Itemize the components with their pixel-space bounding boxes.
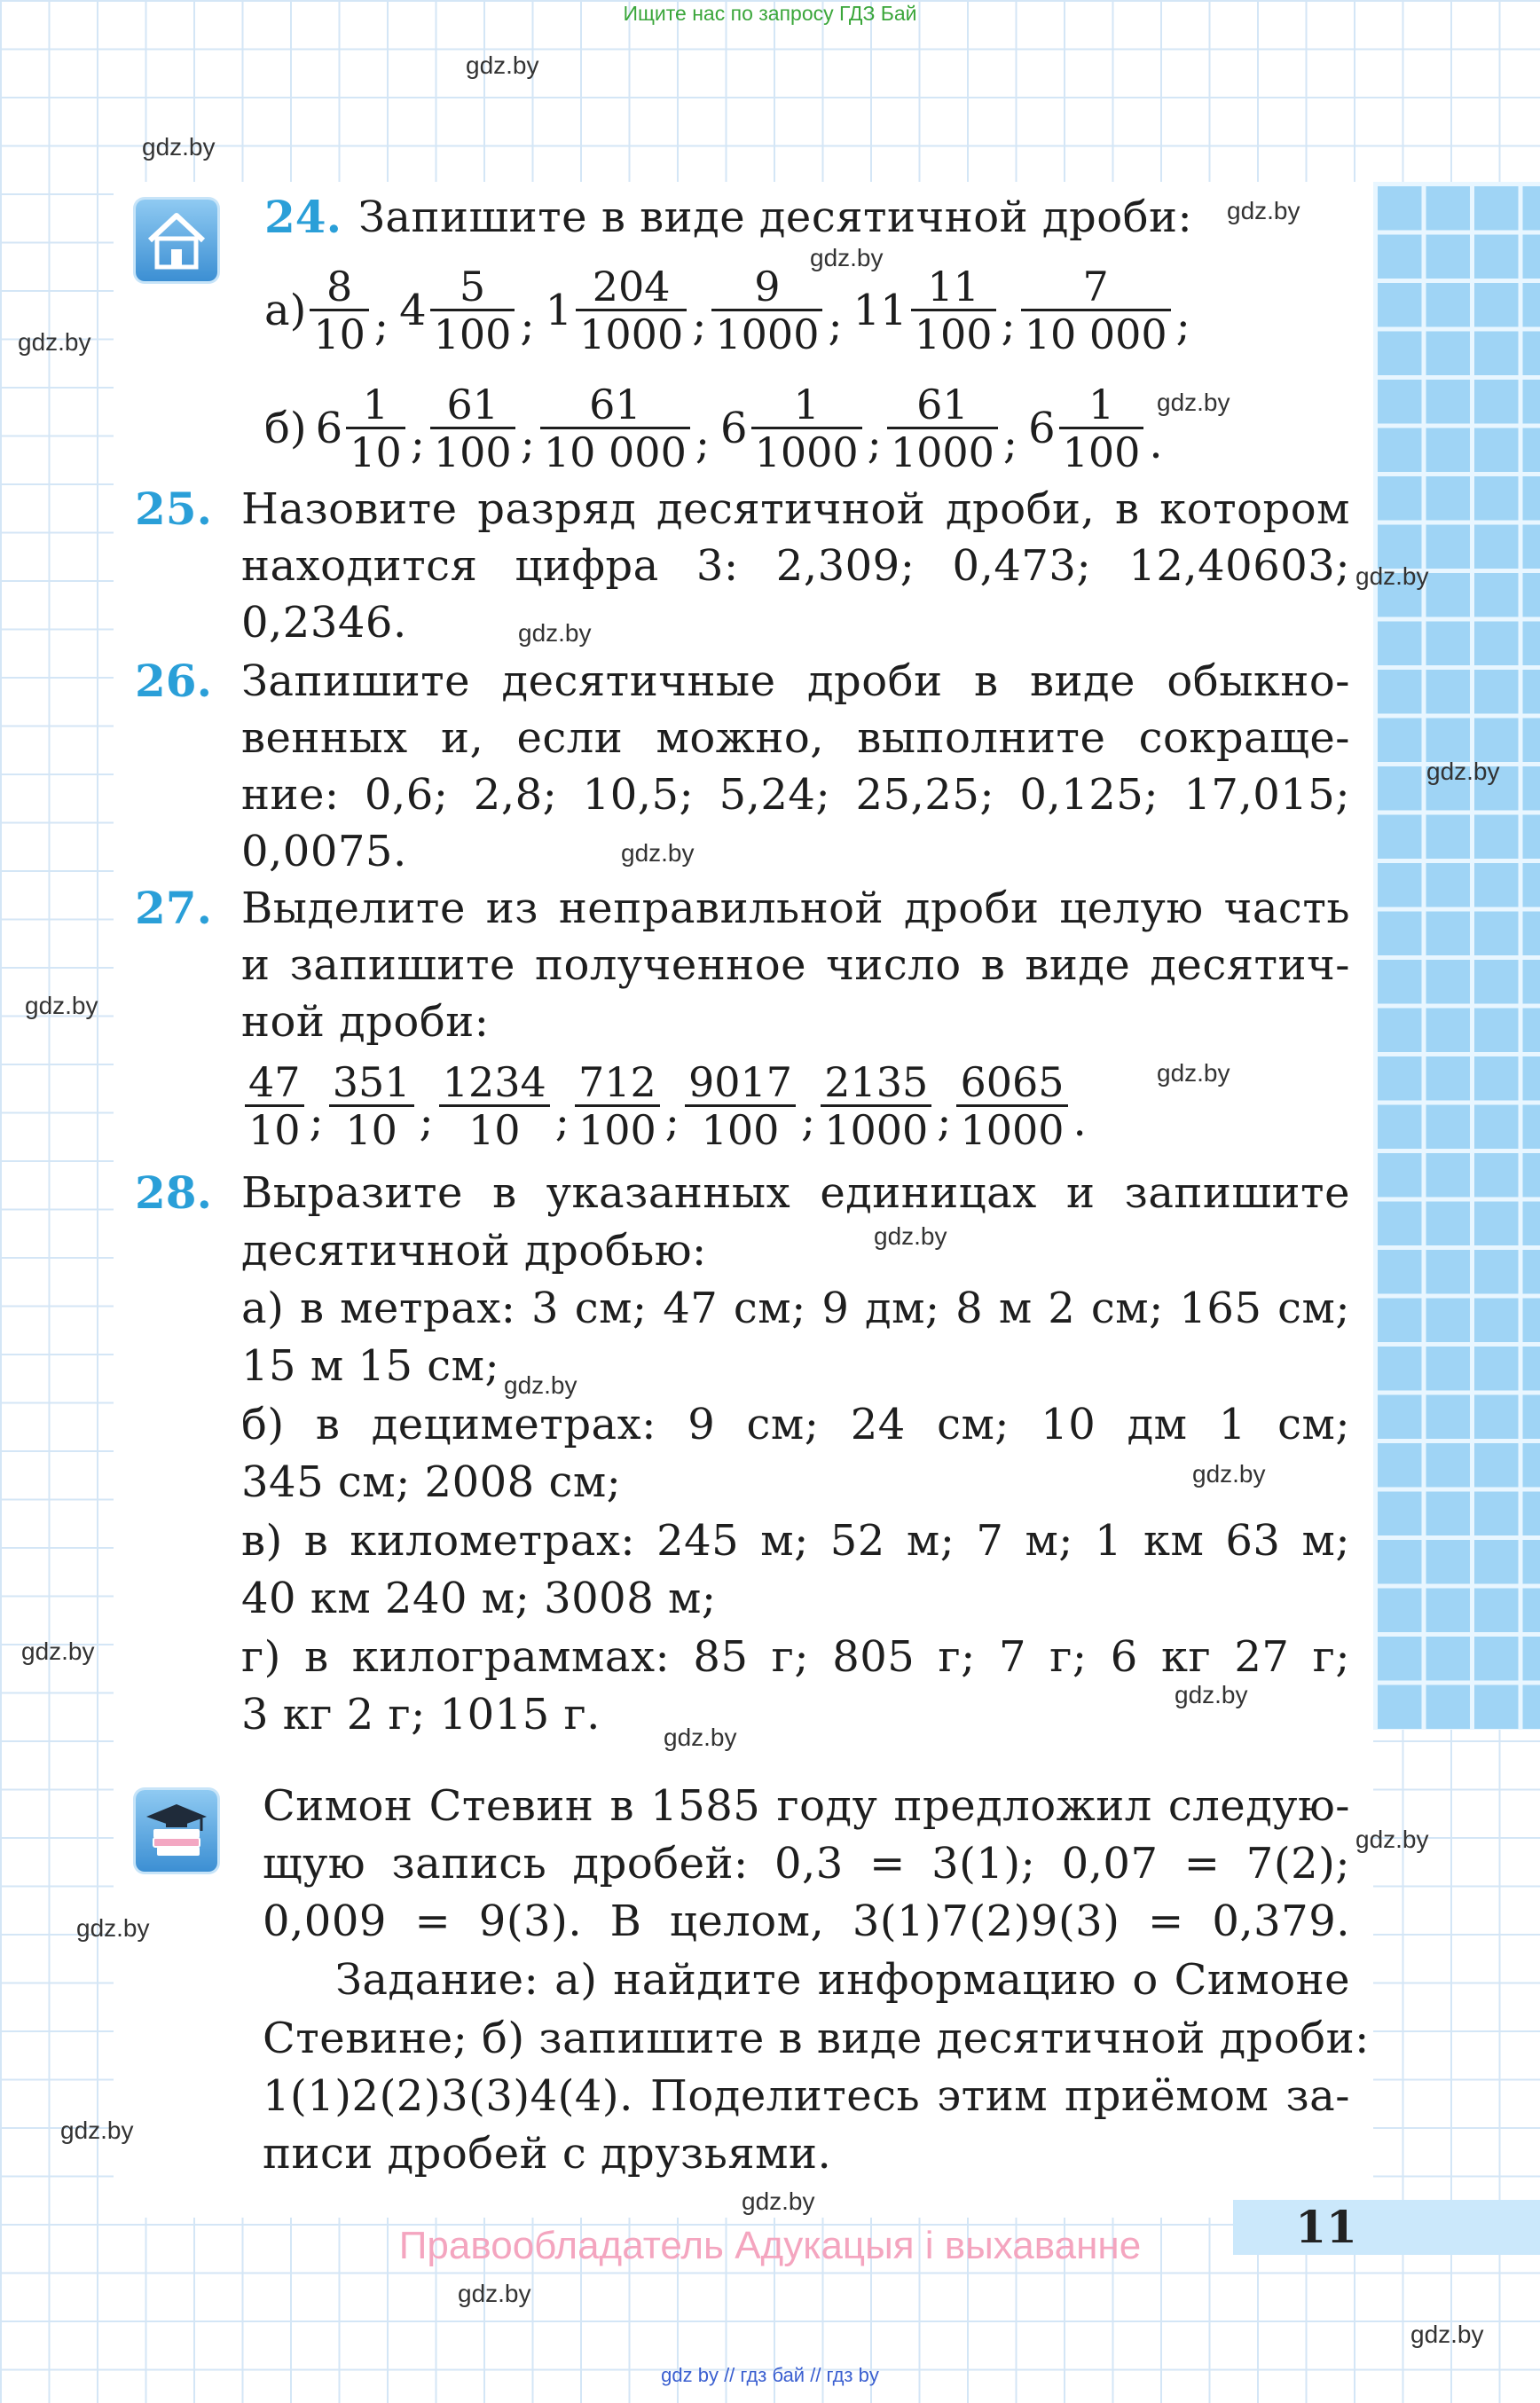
fraction: 204 1000 <box>576 266 687 355</box>
task-24-b-row: б) 6 1 10 ; 61 100 ; 61 10 000 ; 6 1 1000 ; 61 1000 ; 6 1 100 . <box>264 381 1163 476</box>
task-28-line: 345 см; 2008 см; <box>241 1457 622 1507</box>
task-28-line: а) в метрах: 3 см; 47 см; 9 дм; 8 м 2 см; 165 см; <box>241 1284 1350 1333</box>
info-line: Задание: а) найдите информацию о Симоне <box>335 1955 1350 2005</box>
info-line: 1(1)2(2)3(3)4(4). Поделитесь этим приёмом за- <box>263 2071 1350 2121</box>
info-line: Симон Стевин в 1585 году предложил следую- <box>263 1781 1350 1831</box>
watermark: gdz.by <box>466 51 539 79</box>
task-28-line: 40 км 240 м; 3008 м; <box>241 1574 717 1623</box>
watermark: gdz.by <box>742 2187 815 2215</box>
watermark: gdz.by <box>810 244 884 271</box>
fraction: 9 1000 <box>711 266 822 355</box>
task-28-number: 28. <box>135 1166 212 1219</box>
task-24-b-label: б) <box>264 404 307 453</box>
task-25-number: 25. <box>135 483 212 535</box>
watermark: gdz.by <box>874 1222 947 1250</box>
info-line: щую запись дробей: 0,3 = 3(1); 0,07 = 7(2); <box>263 1839 1350 1889</box>
fraction: 712 100 <box>575 1062 660 1150</box>
fraction: 2135 1000 <box>821 1062 931 1150</box>
task-28-line: в) в километрах: 245 м; 52 м; 7 м; 1 км 63 м; <box>241 1516 1350 1566</box>
task-25-line: находится цифра 3: 2,309; 0,473; 12,40603; <box>241 541 1350 591</box>
bottom-links[interactable]: gdz by // гдз бай // гдз by <box>661 2364 879 2386</box>
watermark: gdz.by <box>60 2116 134 2144</box>
task-28-line: б) в дециметрах: 9 см; 24 см; 10 дм 1 см; <box>241 1400 1350 1449</box>
task-27-line: Выделите из неправильной дроби целую часть <box>241 883 1350 933</box>
fraction: 7 10 000 <box>1021 266 1171 355</box>
watermark: gdz.by <box>21 1637 95 1665</box>
task-27-line: и запишите полученное число в виде десятич- <box>241 940 1350 990</box>
task-24-text: Запишите в виде десятичной дроби: <box>358 192 1193 242</box>
top-search-link[interactable]: Ищите нас по запросу ГДЗ Бай <box>623 2 917 25</box>
task-24-a-label: а) <box>264 286 307 335</box>
watermark: gdz.by <box>1426 758 1500 785</box>
side-grid-panel <box>1373 182 1540 1730</box>
watermark: gdz.by <box>25 992 98 1019</box>
watermark: gdz.by <box>1227 197 1300 224</box>
task-26-number: 26. <box>135 655 212 707</box>
watermark: gdz.by <box>18 328 91 356</box>
watermark: gdz.by <box>1410 2321 1484 2348</box>
task-28-line: Выразите в указанных единицах и запишите <box>241 1168 1350 1218</box>
watermark: gdz.by <box>76 1914 150 1942</box>
home-icon <box>136 200 217 281</box>
task-28-line: г) в килограммах: 85 г; 805 г; 7 г; 6 кг 27 г; <box>241 1632 1350 1682</box>
watermark: gdz.by <box>664 1724 737 1751</box>
task-25-line: 0,2346. <box>241 598 407 648</box>
task-27-number: 27. <box>135 882 212 934</box>
fraction: 1234 10 <box>439 1062 550 1150</box>
task-28-line: 15 м 15 см; <box>241 1341 500 1391</box>
fraction: 1 1000 <box>751 384 862 473</box>
fraction: 61 100 <box>430 384 515 473</box>
fraction: 1 10 <box>346 384 405 473</box>
watermark: gdz.by <box>458 2280 531 2307</box>
watermark: gdz.by <box>621 839 695 867</box>
copyright-notice: Правообладатель Адукацыя і выхаванне <box>398 2224 1142 2267</box>
task-27-fractions-row: 47 10 ; 351 10 ; 1234 10 ; 712 100 ; 9017 100 ; 2135 1000 ; 6065 1000 . <box>241 1057 1088 1155</box>
task-25-line: Назовите разряд десятичной дроби, в котором <box>241 484 1350 534</box>
task-28-line: десятичной дробью: <box>241 1226 707 1276</box>
watermark: gdz.by <box>518 619 592 647</box>
fraction: 11 100 <box>911 266 996 355</box>
watermark: gdz.by <box>1157 389 1230 416</box>
watermark: gdz.by <box>1192 1460 1266 1488</box>
task-26-line: ние: 0,6; 2,8; 10,5; 5,24; 25,25; 0,125; 17,015; <box>241 770 1350 820</box>
fraction: 8 10 <box>310 266 369 355</box>
fraction: 47 10 <box>245 1062 304 1150</box>
task-26-line: 0,0075. <box>241 827 407 876</box>
watermark: gdz.by <box>142 133 216 161</box>
graduation-books-icon <box>136 1790 217 1872</box>
info-line: Стевине; б) запишите в виде десятичной дроби: <box>263 2014 1370 2063</box>
info-line: 0,009 = 9(3). В целом, 3(1)7(2)9(3) = 0,379. <box>263 1896 1350 1946</box>
page-number: 11 <box>1295 2201 1357 2253</box>
task-24-a-row: а) 8 10 ; 4 5 100 ; 1 204 1000 ; 9 1000 ; 11 11 100 ; 7 10 000 ; <box>264 263 1190 358</box>
fraction: 61 1000 <box>887 384 998 473</box>
watermark: gdz.by <box>1157 1059 1230 1087</box>
fraction: 6065 1000 <box>956 1062 1067 1150</box>
fraction: 5 100 <box>430 266 515 355</box>
task-26-line: Запишите десятичные дроби в виде обыкно- <box>241 656 1350 706</box>
fraction: 61 10 000 <box>540 384 690 473</box>
watermark: gdz.by <box>1355 562 1429 590</box>
watermark: gdz.by <box>1175 1681 1248 1708</box>
fraction: 1 100 <box>1059 384 1144 473</box>
task-26-line: венных и, если можно, выполните сокраще- <box>241 713 1350 763</box>
fraction: 351 10 <box>329 1062 414 1150</box>
fraction: 9017 100 <box>685 1062 796 1150</box>
watermark: gdz.by <box>504 1371 578 1399</box>
info-line: писи дробей с друзьями. <box>263 2129 832 2179</box>
watermark: gdz.by <box>1355 1826 1429 1853</box>
task-28-line: 3 кг 2 г; 1015 г. <box>241 1690 601 1739</box>
task-27-line: ной дроби: <box>241 997 490 1047</box>
task-24-number: 24. <box>264 191 342 243</box>
